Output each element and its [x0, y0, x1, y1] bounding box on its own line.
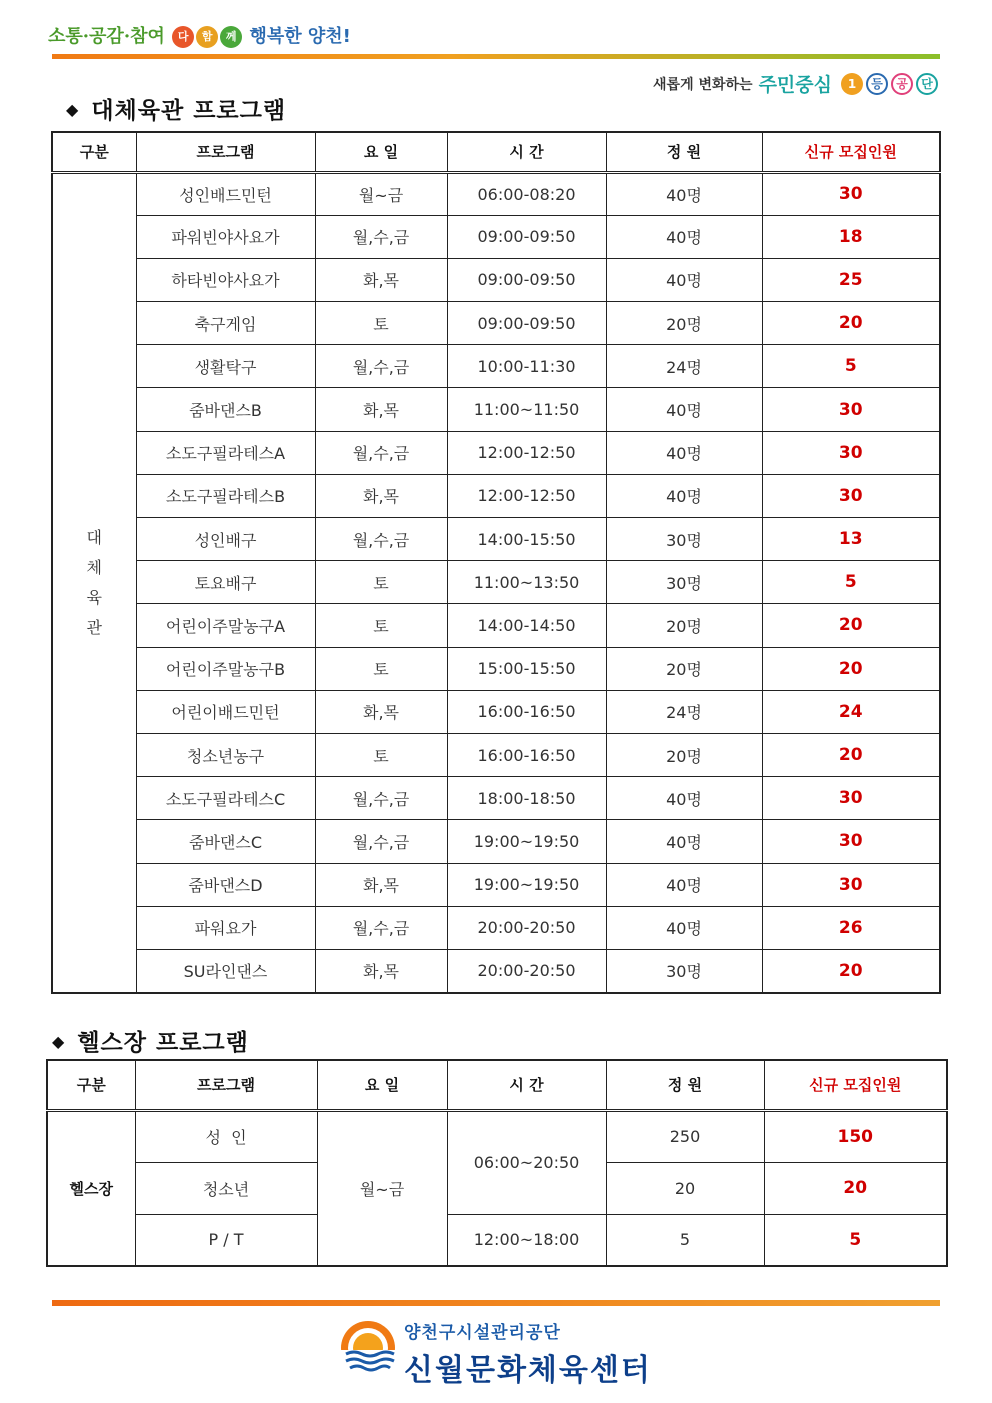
program-cell: SU라인댄스	[136, 949, 315, 992]
recruit-cell: 5	[764, 1214, 947, 1266]
program-cell: 청소년	[135, 1162, 317, 1214]
header-recruit: 신규 모집인원	[762, 132, 940, 172]
recruit-cell: 5	[762, 561, 940, 604]
table-row	[52, 820, 940, 863]
program-cell: 어린이주말농구B	[136, 647, 315, 690]
capacity-cell: 40명	[606, 388, 762, 431]
table-row	[52, 604, 940, 647]
table-row	[47, 1214, 947, 1266]
capacity-cell: 24명	[606, 345, 762, 388]
program-cell: 축구게임	[136, 302, 315, 345]
recruit-cell: 150	[764, 1110, 947, 1162]
capacity-cell: 24명	[606, 690, 762, 733]
header-time: 시 간	[447, 132, 606, 172]
time-cell: 19:00~19:50	[447, 863, 606, 906]
recruit-cell: 25	[762, 258, 940, 301]
fitness-program-table	[46, 1059, 948, 1267]
table-row	[52, 258, 940, 301]
program-cell: 소도구필라테스B	[136, 474, 315, 517]
recruit-cell: 30	[762, 863, 940, 906]
capacity-cell: 40명	[606, 777, 762, 820]
header-slogan	[48, 22, 351, 48]
motto-badge-2: 등	[866, 73, 888, 95]
table-header-row	[47, 1060, 947, 1110]
recruit-cell: 20	[762, 604, 940, 647]
capacity-cell: 40명	[606, 820, 762, 863]
category-char: 체	[86, 557, 102, 577]
days-cell: 화,목	[315, 474, 447, 517]
capacity-cell: 20	[606, 1162, 764, 1214]
table-row	[52, 172, 940, 215]
bottom-divider	[52, 1300, 940, 1306]
recruit-cell: 30	[762, 777, 940, 820]
capacity-cell: 5	[606, 1214, 764, 1266]
time-cell: 20:00-20:50	[447, 906, 606, 949]
time-cell: 09:00-09:50	[447, 258, 606, 301]
table-row	[52, 949, 940, 992]
gym-program-table	[51, 131, 941, 994]
capacity-cell: 40명	[606, 215, 762, 258]
recruit-cell: 20	[762, 647, 940, 690]
slogan-text-3: 행복한 양천!	[249, 26, 351, 47]
footer-center-name: 신월문화체육센터	[404, 1353, 652, 1388]
table-row	[52, 690, 940, 733]
days-cell: 월~금	[315, 172, 447, 215]
table-header-row	[52, 132, 940, 172]
days-cell: 월,수,금	[315, 431, 447, 474]
table-row	[52, 863, 940, 906]
program-cell: P / T	[135, 1214, 317, 1266]
table-row	[52, 561, 940, 604]
capacity-cell: 40명	[606, 474, 762, 517]
table-row	[52, 518, 940, 561]
days-cell: 월~금	[317, 1110, 447, 1266]
program-cell: 성인배구	[136, 518, 315, 561]
time-cell: 09:00-09:50	[447, 302, 606, 345]
days-cell: 월,수,금	[315, 820, 447, 863]
time-cell: 16:00-16:50	[447, 690, 606, 733]
days-cell: 토	[315, 733, 447, 776]
slogan-circle-2: 함	[196, 26, 218, 48]
time-cell: 12:00-12:50	[447, 474, 606, 517]
capacity-cell: 250	[606, 1110, 764, 1162]
time-cell: 15:00-15:50	[447, 647, 606, 690]
program-cell: 소도구필라테스C	[136, 777, 315, 820]
header-program: 프로그램	[135, 1060, 317, 1110]
program-cell: 생활탁구	[136, 345, 315, 388]
time-cell: 19:00~19:50	[447, 820, 606, 863]
slogan-text-1: 소통·공감·참여	[48, 26, 165, 47]
days-cell: 화,목	[315, 388, 447, 431]
table-row	[52, 474, 940, 517]
category-cell	[52, 172, 136, 993]
header-days: 요 일	[315, 132, 447, 172]
capacity-cell: 30명	[606, 518, 762, 561]
slogan-circle-1: 다	[172, 26, 194, 48]
capacity-cell: 20명	[606, 733, 762, 776]
header-recruit: 신규 모집인원	[764, 1060, 947, 1110]
header-category: 구분	[52, 132, 136, 172]
diamond-bullet-icon: ◆	[52, 1032, 66, 1051]
section-2-title	[52, 1024, 249, 1057]
program-cell: 줌바댄스B	[136, 388, 315, 431]
capacity-cell: 40명	[606, 172, 762, 215]
sun-wave-logo-icon	[340, 1320, 396, 1376]
recruit-cell: 20	[762, 949, 940, 992]
category-char: 육	[86, 587, 102, 607]
recruit-cell: 30	[762, 820, 940, 863]
category-char: 관	[86, 617, 102, 637]
time-cell: 14:00-15:50	[447, 518, 606, 561]
time-cell: 12:00~18:00	[447, 1214, 606, 1266]
table-row	[52, 906, 940, 949]
table-row	[52, 215, 940, 258]
header-time: 시 간	[447, 1060, 606, 1110]
section-2-title-text: 헬스장 프로그램	[77, 1029, 249, 1056]
days-cell: 월,수,금	[315, 906, 447, 949]
table-row	[52, 777, 940, 820]
time-cell: 11:00~13:50	[447, 561, 606, 604]
category-cell: 헬스장	[47, 1110, 135, 1266]
capacity-cell: 20명	[606, 302, 762, 345]
time-cell: 14:00-14:50	[447, 604, 606, 647]
header-motto	[653, 70, 938, 97]
header-program: 프로그램	[136, 132, 315, 172]
program-cell: 파워요가	[136, 906, 315, 949]
time-cell: 16:00-16:50	[447, 733, 606, 776]
header-days: 요 일	[317, 1060, 447, 1110]
capacity-cell: 40명	[606, 431, 762, 474]
days-cell: 월,수,금	[315, 345, 447, 388]
capacity-cell: 20명	[606, 647, 762, 690]
table-row	[47, 1110, 947, 1162]
program-cell: 줌바댄스D	[136, 863, 315, 906]
capacity-cell: 40명	[606, 906, 762, 949]
time-cell: 06:00~20:50	[447, 1110, 606, 1214]
program-cell: 토요배구	[136, 561, 315, 604]
days-cell: 토	[315, 647, 447, 690]
header-capacity: 정 원	[606, 1060, 764, 1110]
days-cell: 토	[315, 561, 447, 604]
time-cell: 12:00-12:50	[447, 431, 606, 474]
section-1-title	[66, 92, 286, 125]
days-cell: 화,목	[315, 690, 447, 733]
recruit-cell: 30	[762, 172, 940, 215]
days-cell: 월,수,금	[315, 215, 447, 258]
capacity-cell: 20명	[606, 604, 762, 647]
recruit-cell: 30	[762, 431, 940, 474]
table-row	[52, 647, 940, 690]
program-cell: 하타빈야사요가	[136, 258, 315, 301]
recruit-cell: 13	[762, 518, 940, 561]
program-cell: 파워빈야사요가	[136, 215, 315, 258]
table-row	[52, 345, 940, 388]
time-cell: 18:00-18:50	[447, 777, 606, 820]
diamond-bullet-icon: ◆	[66, 100, 80, 119]
days-cell: 화,목	[315, 949, 447, 992]
footer-brand	[404, 1318, 652, 1389]
section-1-title-text: 대체육관 프로그램	[91, 97, 287, 124]
time-cell: 10:00-11:30	[447, 345, 606, 388]
header-category: 구분	[47, 1060, 135, 1110]
table-row	[52, 431, 940, 474]
recruit-cell: 5	[762, 345, 940, 388]
capacity-cell: 40명	[606, 258, 762, 301]
motto-text-2: 주민중심	[758, 74, 832, 96]
top-divider	[52, 54, 940, 59]
days-cell: 화,목	[315, 258, 447, 301]
header-capacity: 정 원	[606, 132, 762, 172]
table-row	[52, 302, 940, 345]
program-cell: 어린이주말농구A	[136, 604, 315, 647]
table-row	[52, 733, 940, 776]
program-cell: 줌바댄스C	[136, 820, 315, 863]
slogan-circle-3: 께	[220, 26, 242, 48]
time-cell: 20:00-20:50	[447, 949, 606, 992]
table-row	[52, 388, 940, 431]
recruit-cell: 20	[762, 733, 940, 776]
recruit-cell: 30	[762, 388, 940, 431]
motto-badge-1: 1	[841, 73, 863, 95]
capacity-cell: 40명	[606, 863, 762, 906]
recruit-cell: 26	[762, 906, 940, 949]
days-cell: 월,수,금	[315, 518, 447, 561]
footer-org-name: 양천구시설관리공단	[404, 1323, 561, 1343]
recruit-cell: 20	[764, 1162, 947, 1214]
program-cell: 청소년농구	[136, 733, 315, 776]
motto-badge-4: 단	[916, 73, 938, 95]
recruit-cell: 24	[762, 690, 940, 733]
days-cell: 화,목	[315, 863, 447, 906]
program-cell: 소도구필라테스A	[136, 431, 315, 474]
recruit-cell: 30	[762, 474, 940, 517]
days-cell: 토	[315, 302, 447, 345]
time-cell: 11:00~11:50	[447, 388, 606, 431]
capacity-cell: 30명	[606, 949, 762, 992]
recruit-cell: 20	[762, 302, 940, 345]
days-cell: 월,수,금	[315, 777, 447, 820]
time-cell: 09:00-09:50	[447, 215, 606, 258]
days-cell: 토	[315, 604, 447, 647]
motto-badge-3: 공	[891, 73, 913, 95]
program-cell: 성인배드민턴	[136, 172, 315, 215]
program-cell: 성 인	[135, 1110, 317, 1162]
capacity-cell: 30명	[606, 561, 762, 604]
motto-text-1: 새롭게 변화하는	[653, 76, 753, 93]
program-cell: 어린이배드민턴	[136, 690, 315, 733]
time-cell: 06:00-08:20	[447, 172, 606, 215]
category-char: 대	[86, 527, 102, 547]
recruit-cell: 18	[762, 215, 940, 258]
